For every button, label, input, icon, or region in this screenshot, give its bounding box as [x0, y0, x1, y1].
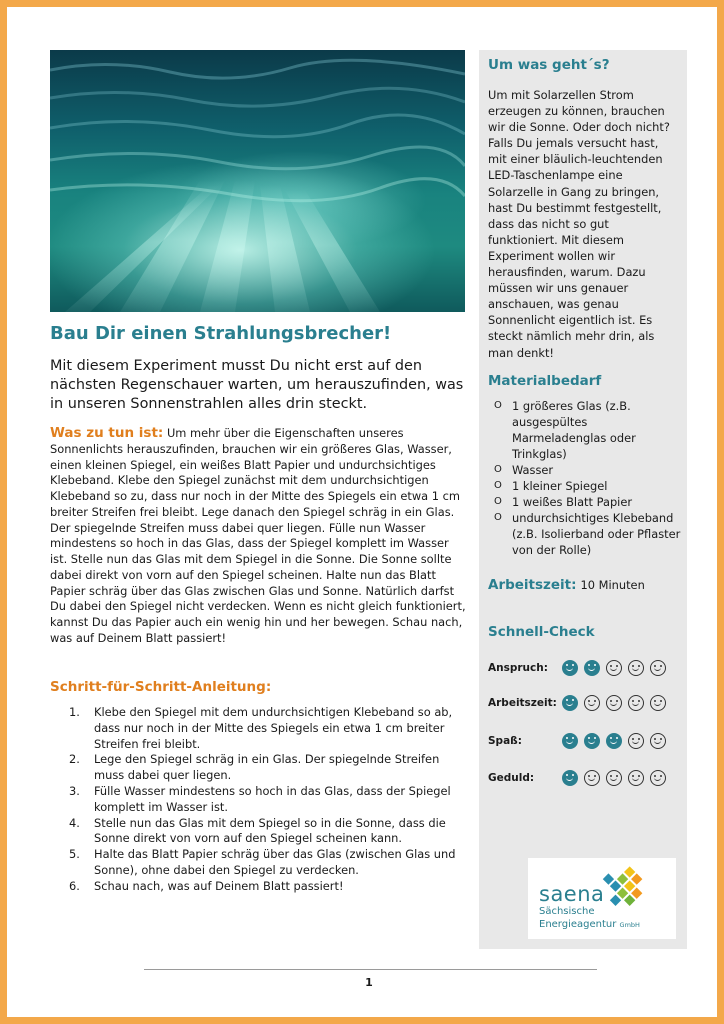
list-item — [69, 879, 464, 895]
steps-list — [69, 705, 464, 895]
step-number: 1. — [69, 705, 80, 719]
smiley-outline-icon — [606, 695, 622, 711]
intro-text: Mit diesem Experiment musst Du nicht erst auf den nächsten Regenschauer warten, um herauszufinden, was in unseren Sonnenstrahlen alles drin steckt. — [50, 358, 464, 412]
smiley-mouth — [566, 666, 573, 671]
logo-line-1: Sächsische — [539, 906, 595, 917]
materials-list — [494, 398, 684, 558]
smiley-outline-icon — [606, 770, 622, 786]
smiley-filled-icon — [562, 695, 578, 711]
smiley-mouth — [654, 776, 661, 781]
smiley-mouth — [588, 739, 595, 744]
smiley-mouth — [610, 701, 617, 706]
rating-label: Anspruch: — [488, 662, 548, 674]
smiley-mouth — [654, 739, 661, 744]
smiley-filled-icon — [562, 770, 578, 786]
smiley-filled-icon — [606, 733, 622, 749]
materials-heading: Materialbedarf — [488, 373, 602, 389]
list-item — [494, 398, 684, 462]
step-number: 4. — [69, 815, 80, 830]
logo-suffix: GmbH — [619, 921, 640, 929]
material-text: undurchsichtiges Klebeband (z.B. Isolierband oder Pflaster von der Rolle) — [512, 511, 681, 557]
list-item — [69, 705, 464, 752]
smiley-filled-icon — [584, 660, 600, 676]
smiley-outline-icon — [650, 695, 666, 711]
steps-heading: Schritt-für-Schritt-Anleitung: — [50, 679, 272, 695]
footer-divider — [144, 969, 597, 970]
saena-logo — [528, 858, 676, 939]
rating-label: Arbeitszeit: — [488, 697, 557, 709]
list-item — [494, 478, 684, 494]
smiley-mouth — [610, 666, 617, 671]
step-text: Fülle Wasser mindestens so hoch in das Glas, dass der Spiegel komplett im Wasser ist. — [94, 783, 451, 814]
logo-name: saena — [539, 882, 605, 906]
work-time-label: Arbeitszeit: — [488, 577, 577, 593]
smiley-outline-icon — [628, 660, 644, 676]
rating-row — [488, 768, 683, 788]
smiley-mouth — [632, 776, 639, 781]
step-text: Stelle nun das Glas mit dem Spiegel so in die Sonne, dass die Sonne direkt von vorn auf den Spiegel scheinen kann. — [94, 815, 446, 846]
smiley-filled-icon — [562, 733, 578, 749]
smiley-mouth — [566, 739, 573, 744]
smiley-outline-icon — [650, 660, 666, 676]
step-number: 2. — [69, 752, 80, 767]
smiley-mouth — [632, 739, 639, 744]
step-text: Lege den Spiegel schräg in ein Glas. Der spiegelnde Streifen muss dabei quer liegen. — [94, 752, 440, 783]
list-item — [69, 784, 464, 816]
list-item — [494, 510, 684, 558]
bullet-icon: O — [494, 480, 502, 491]
step-number: 6. — [69, 878, 80, 893]
smiley-outline-icon — [584, 770, 600, 786]
page-number: 1 — [365, 976, 373, 989]
material-text: 1 kleiner Spiegel — [512, 479, 608, 493]
smiley-outline-icon — [628, 733, 644, 749]
step-number: 3. — [69, 783, 80, 798]
list-item — [494, 494, 684, 510]
work-time-value: 10 Minuten — [580, 578, 645, 592]
rating-faces — [562, 733, 666, 749]
smiley-outline-icon — [606, 660, 622, 676]
bullet-icon: O — [494, 496, 502, 507]
rating-row — [488, 731, 683, 751]
smiley-mouth — [654, 701, 661, 706]
smiley-mouth — [610, 739, 617, 744]
todo-heading: Was zu tun ist: — [50, 425, 164, 441]
smiley-outline-icon — [584, 695, 600, 711]
smiley-mouth — [566, 701, 573, 706]
rating-faces — [562, 695, 666, 711]
step-text: Schau nach, was auf Deinem Blatt passiert! — [94, 878, 344, 893]
list-item — [69, 847, 464, 879]
logo-line-2-text: Energieagentur — [539, 919, 617, 930]
smiley-outline-icon — [650, 770, 666, 786]
logo-line-2 — [539, 919, 640, 930]
hero-image — [50, 50, 465, 312]
page-title: Bau Dir einen Strahlungsbrecher! — [50, 323, 392, 344]
rating-label: Geduld: — [488, 772, 535, 784]
material-text: 1 größeres Glas (z.B. ausgespültes Marmeladenglas oder Trinkglas) — [512, 399, 636, 461]
todo-text: Um mehr über die Eigenschaften unseres Sonnenlichts herauszufinden, brauchen wir ein größeres Glas, Wasser, einen kleinen Spiegel, ein weißes Blatt Papier und undurchsichtiges Klebeband. Klebe den Spiegel zunächst mit dem undurchsichtigen Klebeband so zu, dass nur noch in der Mitte des Spiegels ein etwa 1 cm breiter Streifen frei bleibt. Lege danach den Spiegel schräg in ein Glas. Der spiegelnde Streifen muss dabei quer liegen. Fülle nun Wasser mindestens so hoch in das Glas, dass der Spiegel komplett im Wasser ist. Stelle nun das Glas mit dem Spiegel in die Sonne. Die Sonne sollte dabei direkt von vorn auf den Spiegel scheinen. Halte nun das Blatt Papier schräg über das Glas zwischen Glas und Sonne. Natürlich darfst Du dabei den Spiegel nicht verdecken. Wenn es nicht gleich funktioniert, kannst Du das Papier auch ein wenig hin und her bewegen. Schau nach, was auf Deinem Blatt passiert! — [50, 426, 466, 645]
smiley-outline-icon — [628, 695, 644, 711]
smiley-outline-icon — [628, 770, 644, 786]
step-text: Halte das Blatt Papier schräg über das Glas (zwischen Glas und Sonne), ohne dabei den Spiegel zu verdecken. — [94, 847, 456, 877]
smiley-filled-icon — [562, 660, 578, 676]
smiley-outline-icon — [650, 733, 666, 749]
work-time — [488, 574, 645, 593]
step-number: 5. — [69, 847, 80, 862]
material-text: 1 weißes Blatt Papier — [512, 495, 633, 509]
bullet-icon: O — [494, 400, 502, 411]
list-item — [69, 752, 464, 784]
light-rays — [50, 50, 465, 312]
bullet-icon: O — [494, 512, 502, 523]
smiley-mouth — [566, 776, 573, 781]
about-text: Um mit Solarzellen Strom erzeugen zu können, brauchen wir die Sonne. Oder doch nicht? Falls Du jemals versucht hast, mit einer bläulich-leuchtenden LED-Taschenlampe eine Solarzelle in Gang zu bringen, hast Du bestimmt festgestellt, dass das nicht so gut funktioniert. Mit diesem Experiment wollen wir herausfinden, warum. Dazu müssen wir uns genauer anschauen, was genau Sonnenlicht eigentlich ist. Es steckt nämlich mehr drin, als man denkt! — [488, 88, 670, 360]
smiley-mouth — [654, 666, 661, 671]
list-item — [69, 816, 464, 848]
smiley-mouth — [632, 701, 639, 706]
rating-faces — [562, 770, 666, 786]
step-text: Klebe den Spiegel mit dem undurchsichtigen Klebeband so ab, dass nur noch in der Mitte des Spiegels ein etwa 1 cm breiter Streifen frei bleibt. — [94, 705, 453, 751]
quick-check-heading: Schnell-Check — [488, 624, 595, 640]
smiley-mouth — [632, 666, 639, 671]
bullet-icon: O — [494, 464, 502, 475]
rating-row — [488, 658, 683, 678]
about-heading: Um was geht´s? — [488, 57, 610, 73]
smiley-mouth — [588, 666, 595, 671]
list-item — [494, 462, 684, 478]
instructions-paragraph — [50, 426, 467, 647]
rating-label: Spaß: — [488, 735, 522, 747]
smiley-mouth — [588, 701, 595, 706]
smiley-mouth — [610, 776, 617, 781]
material-text: Wasser — [512, 463, 554, 477]
rating-row — [488, 693, 683, 713]
rating-faces — [562, 660, 666, 676]
smiley-mouth — [588, 776, 595, 781]
smiley-filled-icon — [584, 733, 600, 749]
